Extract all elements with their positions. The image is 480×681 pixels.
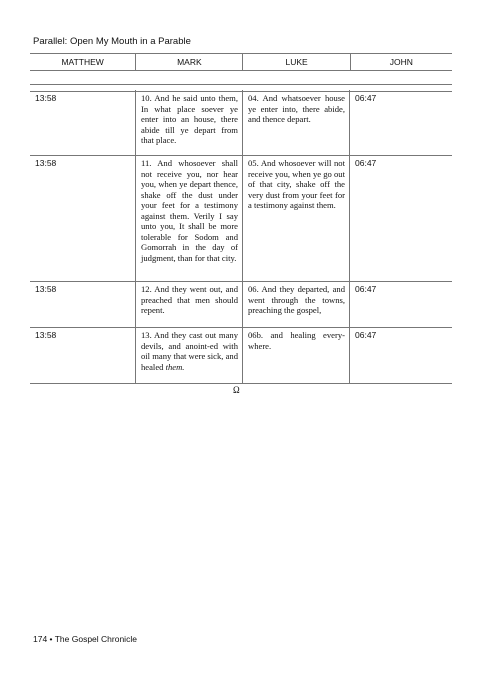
matthew-ref: 13:58	[30, 281, 136, 327]
luke-verse: 05. And whosoever will not receive you, when ye go out of that city, shake off the very dust from your feet for a testimony against them.	[243, 155, 350, 281]
luke-verse: 06b. and healing every-where.	[243, 327, 350, 383]
table-row	[30, 281, 452, 328]
matthew-ref: 13:58	[30, 327, 136, 383]
table-row	[30, 155, 452, 282]
luke-verse: 06. And they departed, and went through the towns, preaching the gospel,	[243, 281, 350, 327]
mark-verse-cell	[136, 327, 243, 383]
john-ref: 06:47	[355, 93, 377, 103]
mark-verse: 11. And whosoever shall not receive you, nor hear you, when ye depart thence, shake off the dust under your feet for a testimony against them. Verily I say unto you, It shall be more tolerable for Sodom and Gomorrah in the day of judgment, than for that city.	[136, 155, 243, 281]
mark-verse: 12. And they went out, and preached that men should repent.	[136, 281, 243, 327]
end-mark: Ω	[233, 385, 240, 395]
john-ref: 06:47	[355, 284, 377, 294]
john-ref: 06:47	[355, 158, 377, 168]
matthew-ref: 13:58	[30, 155, 136, 281]
column-header-row	[30, 53, 452, 71]
matthew-ref: 13:58	[30, 90, 136, 155]
column-header-matthew: MATTHEW	[30, 54, 136, 70]
mark-verse-italic: them.	[165, 361, 185, 372]
column-header-john: JOHN	[389, 57, 413, 67]
luke-verse: 04. And whatsoever house ye enter into, there abide, and thence depart.	[243, 90, 350, 155]
table-row	[30, 327, 452, 384]
column-header-luke: LUKE	[243, 54, 350, 70]
mark-verse: 13. And they cast out many devils, and anoint-ed with oil many that were sick, and healed	[141, 330, 238, 372]
table-row	[30, 90, 452, 156]
page-footer: 174 • The Gospel Chronicle	[33, 634, 137, 644]
column-header-mark: MARK	[136, 54, 243, 70]
page-title: Parallel: Open My Mouth in a Parable	[33, 36, 191, 47]
john-ref: 06:47	[355, 330, 377, 340]
mark-verse: 10. And he said unto them, In what place soever ye enter into an house, there abide till ye depart from that place.	[136, 90, 243, 155]
